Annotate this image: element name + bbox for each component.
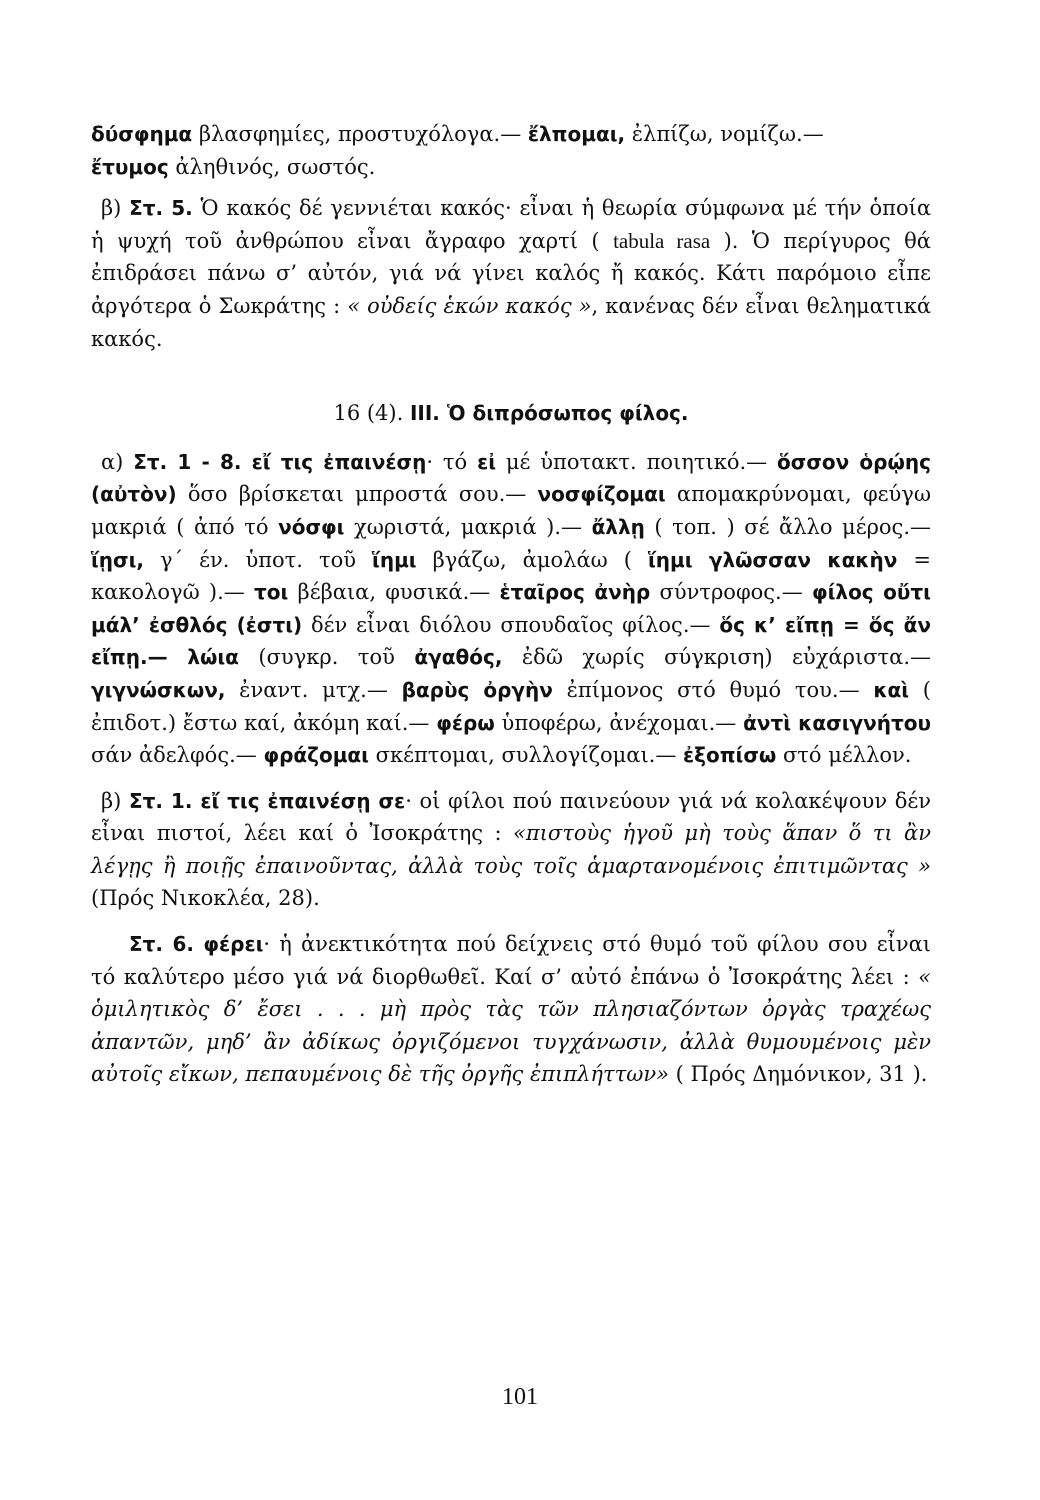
text: γ΄ έν. ὑποτ. τοῦ <box>144 547 373 572</box>
quotation: «πιστοὺς ἡγοῦ μὴ τοὺς ἅπαν ὅ τι ἂν λέγῃς ἢ ποιῇς ἐπαινοῦντας, ἀλλὰ τοὺς τοῖς ἁμαρτανομένοις ἐπιτιμῶντας » <box>91 821 932 878</box>
term: Στ. 1 - 8. εἴ τις ἐπαινέσῃ <box>133 449 427 474</box>
text: ἀληθινός, σωστός. <box>168 154 376 179</box>
text: μέ ὑποτακτ. ποιητικό.— <box>496 449 778 474</box>
term: ἐξοπίσω <box>683 743 777 768</box>
text: ὅσο βρίσκεται μπροστά σου.— <box>176 482 538 507</box>
term: τοι <box>254 580 289 605</box>
verse-ref: Στ. 1. εἴ τις ἐπαινέσῃ σε <box>128 788 406 813</box>
text: ὑποφέρω, ἀνέχομαι.— <box>494 710 744 735</box>
text: σύντροφος.— <box>650 580 812 605</box>
text: (συγκρ. τοῦ <box>238 645 415 670</box>
term: ἵῃσι, <box>91 547 144 572</box>
text: βγάζω, ἀμολάω ( <box>416 547 649 572</box>
text: Ὁ κακός δέ γεννιέται κακός· εἶναι ἡ θεωρία σύμφωνα μέ τήν ὁποία ἡ ψυχή τοῦ ἀνθρώπου εἶναι ἄγραφο χαρτί ( <box>91 196 932 253</box>
paragraph-alpha-glossary <box>91 446 931 772</box>
text: στό μέλλον. <box>776 743 912 768</box>
text: ἐδῶ χωρίς σύγκριση) εὐχάριστα.— <box>502 645 931 670</box>
term: ἑταῖρος ἀνὴρ <box>499 580 651 605</box>
term: ὅσσον ὁρῴης (αὐτὸν) <box>91 449 931 507</box>
text: ἐλπίζω, νομίζω.— <box>625 122 824 146</box>
citation: (Πρός Νικοκλέα, 28). <box>91 886 320 911</box>
text: βέβαια, φυσικά.— <box>288 580 500 605</box>
paragraph-beta-isocrates <box>91 785 931 915</box>
text: δέν εἶναι διόλου σπουδαῖος φίλος.— <box>302 612 720 637</box>
page-number: 101 <box>502 1384 538 1410</box>
term: ἀγαθός, <box>414 645 503 670</box>
section-heading <box>91 397 931 430</box>
verse-ref: Στ. 6. φέρει <box>129 932 264 957</box>
text: , κανένας δέν εἶναι θεληματικά κακός. <box>91 293 931 351</box>
term: καὶ <box>873 677 910 702</box>
term: ἄλλῃ <box>591 514 645 539</box>
text: ). Ὁ περίγυρος θά ἐπιδράσει πάνω σ’ αὐτόν, γιά νά γίνει καλός ἤ κακός. Κάτι παρόμοιο εἶπε ἀργότερα ὁ Σωκράτης : <box>91 228 931 318</box>
text: χωριστά, μακριά ).— <box>344 514 592 539</box>
text: · τό <box>426 449 478 474</box>
term: φέρω <box>436 710 495 735</box>
term: ἀντὶ κασιγνήτου <box>743 710 931 735</box>
text: β) <box>101 788 129 813</box>
text: β) <box>101 196 130 221</box>
text: ( ἐπιδοτ.) ἔστω καί, ἀκόμη καί.— <box>91 677 932 735</box>
text: ἐναντ. μτχ.— <box>225 677 402 702</box>
text: = κακολογῶ ).— <box>91 547 931 605</box>
page-body <box>91 118 931 1091</box>
term: ἔτυμος <box>91 154 169 179</box>
term: φίλος οὔτι μάλ’ ἐσθλός (ἐστι) <box>91 580 931 637</box>
text: απομακρύνομαι, φεύγω μακριά ( ἀπό τό <box>91 482 931 539</box>
term: φράζομαι <box>263 743 369 768</box>
quotation: « ὁμιλητικὸς δ’ ἔσει . . . μὴ πρὸς τὰς τῶν πλησιαζόντων ὀργὰς τραχέως ἀπαντῶν, μηδ’ ἂν ἀδίκως ὀργιζόμενοι τυγχάνωσιν, ἀλλὰ θυμουμένοις μὲν αὐτοῖς εἴκων, πεπαυμένοις δὲ τῆς ὀργῆς ἐπιπλήττων» <box>91 964 931 1087</box>
text: ἐπίμονος στό θυμό του.— <box>552 677 874 702</box>
paragraph-verse-6 <box>91 928 931 1091</box>
quotation: « οὐδείς ἑκών κακός » <box>347 293 592 318</box>
verse-ref: Στ. 5. <box>129 196 193 221</box>
text: σάν ἀδελφός.— <box>91 743 264 768</box>
text: · ἡ ἀνεκτικότητα πού δείχνεις στό θυμό τοῦ φίλου σου εἶναι τό καλύτερο μέσο γιά νά διορθωθεῖ. Καί σ’ αὐτό ἐπάνω ὁ Ἰσοκράτης λέει : <box>91 932 932 989</box>
term: νοσφίζομαι <box>537 482 666 507</box>
text: βλασφημίες, προστυχόλογα.— <box>192 122 528 146</box>
text: α) <box>101 449 134 474</box>
term: ἔλπομαι, <box>527 122 626 146</box>
term: βαρὺς ὀργὴν <box>401 677 553 702</box>
text: σκέπτομαι, συλλογίζομαι.— <box>368 743 684 768</box>
text: ( τοπ. ) σέ ἄλλο μέρος.— <box>644 514 931 539</box>
paragraph-beta-commentary <box>91 192 931 355</box>
paragraph-glossary-1 <box>91 118 931 183</box>
term: γιγνώσκων, <box>91 677 226 702</box>
heading-number: 16 (4). <box>333 401 410 426</box>
term: νόσφι <box>278 514 345 539</box>
latin-phrase: tabula rasa <box>613 228 711 253</box>
term: εἰ <box>477 449 496 474</box>
term: ὅς κ’ εἴπῃ = ὅς ἄν εἴπῃ.— λώια <box>91 612 932 670</box>
text: · οἱ φίλοι πού παινεύουν γιά νά κολακέψουν δέν εἶναι πιστοί, λέει καί ὁ Ἰσοκράτης : <box>91 788 931 846</box>
heading-title: III. Ὁ διπρόσωπος φίλος. <box>409 401 689 426</box>
term: δύσφημα <box>91 122 193 146</box>
term: ἵημι γλῶσσαν κακὴν <box>648 547 898 572</box>
citation: ( Πρός Δημόνικον, 31 ). <box>668 1062 928 1087</box>
term: ἵημι <box>372 547 417 572</box>
